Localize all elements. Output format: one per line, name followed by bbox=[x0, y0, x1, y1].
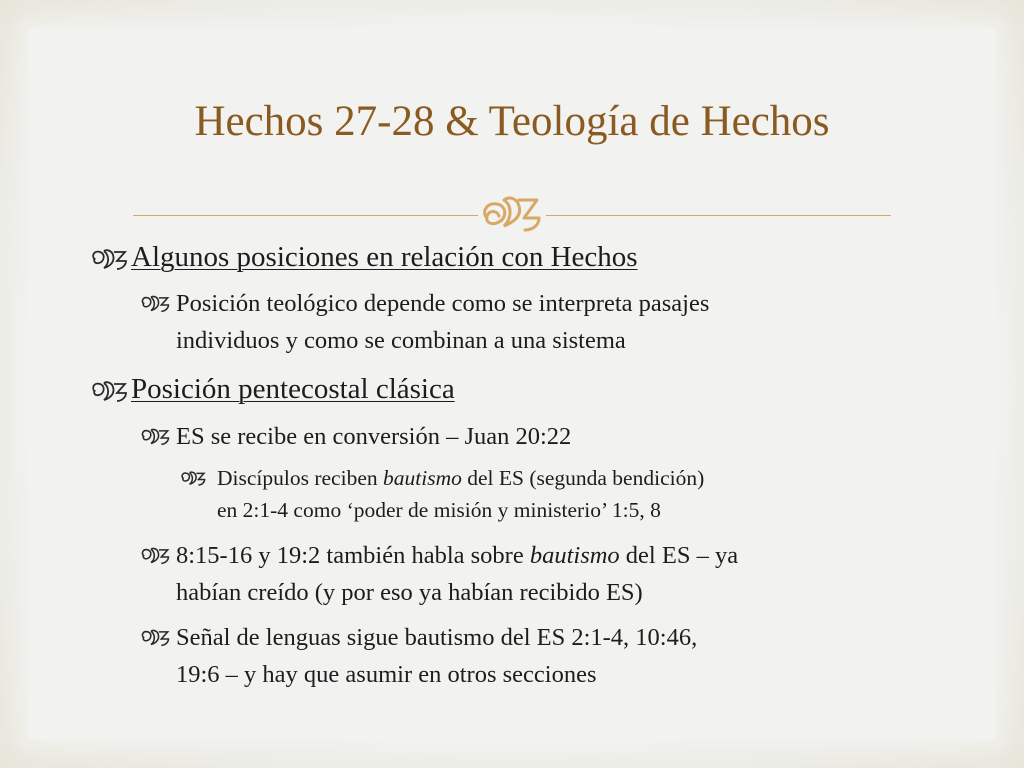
bullet-text-line1: Posición teológico depende como se interpreta pasajes bbox=[176, 290, 710, 317]
bullet-text-line2: en 2:1-4 como ‘poder de misión y ministerio’ 1:5, 8 bbox=[217, 498, 661, 522]
scroll-bullet-icon bbox=[140, 293, 170, 317]
scroll-bullet-icon bbox=[90, 246, 128, 276]
scroll-bullet-icon bbox=[140, 627, 170, 651]
bullet-text-line1: Discípulos reciben bautismo del ES (segunda bendición) bbox=[217, 466, 705, 490]
bullet-text-line1: 8:15-16 y 19:2 también habla sobre bautismo del ES – ya bbox=[176, 542, 739, 569]
slide-title: Hechos 27-28 & Teología de Hechos bbox=[194, 98, 830, 145]
scroll-bullet-icon bbox=[180, 469, 206, 490]
bullet-text-line2: habían creído (y por eso ya habían recibido ES) bbox=[176, 579, 643, 606]
bullet-text-line1: Señal de lenguas sigue bautismo del ES 2:1-4, 10:46, bbox=[176, 624, 698, 651]
bullet-text[interactable]: Posición pentecostal clásica bbox=[131, 373, 455, 405]
bullet-text-line2: individuos y como se combinan a una sistema bbox=[176, 327, 626, 354]
bullet-text: ES se recibe en conversión – Juan 20:22 bbox=[176, 423, 572, 450]
bullet-text-line2: 19:6 – y hay que asumir en otros secciones bbox=[176, 661, 597, 688]
scroll-bullet-icon bbox=[140, 545, 170, 569]
bullet-text[interactable]: Algunos posiciones en relación con Hechos bbox=[131, 241, 638, 273]
scroll-bullet-icon bbox=[140, 426, 170, 450]
scroll-bullet-icon bbox=[90, 378, 128, 408]
